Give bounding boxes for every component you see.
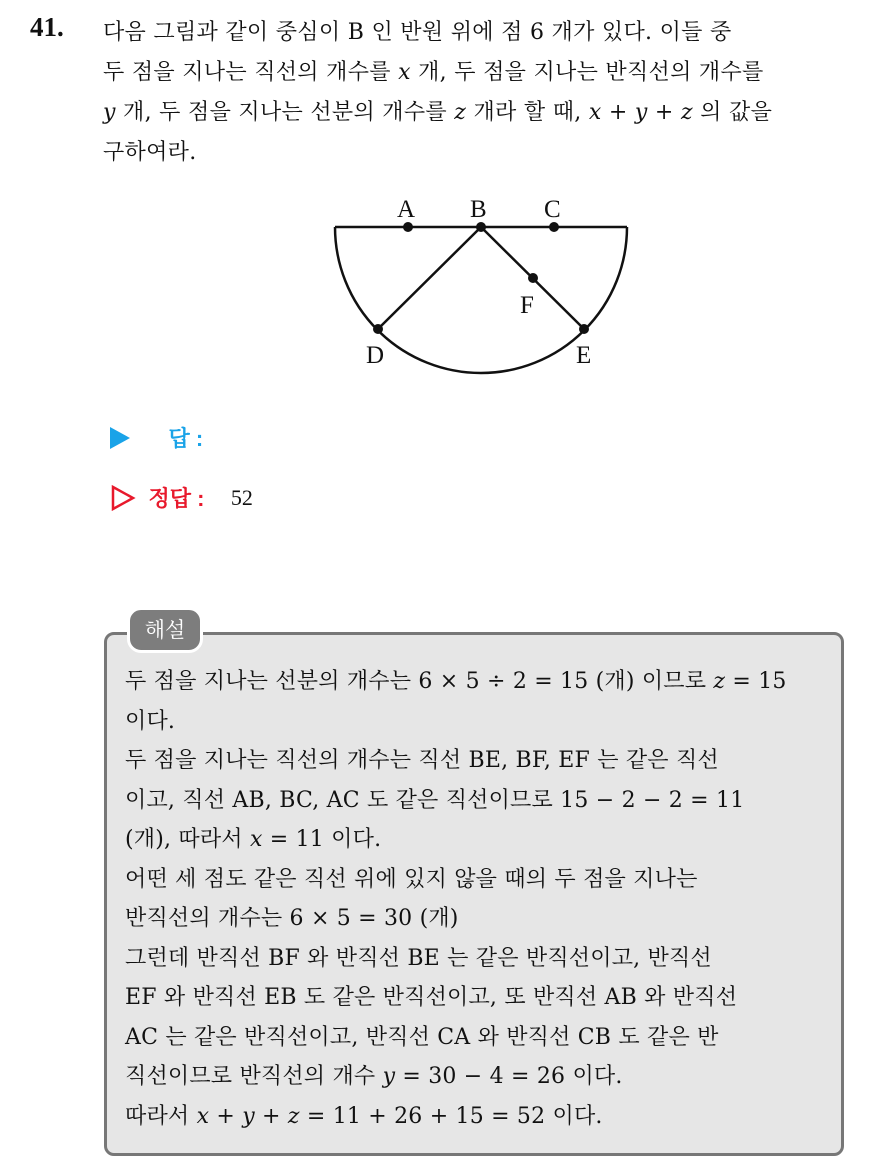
question-text: + <box>601 100 635 125</box>
solution-text: AC 는 같은 반직선이고, 반직선 CA 와 반직선 CB 도 같은 반 <box>125 1024 719 1050</box>
point-C <box>549 222 559 232</box>
solution-line <box>125 978 825 1018</box>
solution-text: 이고, 직선 AB, BC, AC 도 같은 직선이므로 15 − 2 − 2 = 11 <box>125 787 745 813</box>
question-number: 41. <box>30 12 64 42</box>
solution-text: 반직선의 개수는 6 × 5 = 30 (개) <box>125 906 459 931</box>
question-variable: x <box>588 100 602 125</box>
solution-text: = 15 <box>725 669 787 694</box>
question-text: 개, 두 점을 지나는 반직선의 개수를 <box>410 60 764 85</box>
solution-variable: y <box>382 1064 396 1089</box>
point-E <box>579 324 589 334</box>
answer-row <box>110 422 203 453</box>
point-D <box>373 324 383 334</box>
solution-variable: x <box>249 827 263 852</box>
question-variable: z <box>454 100 467 125</box>
solution-text: + <box>209 1103 243 1129</box>
point-B <box>476 222 486 232</box>
label-C: C <box>544 196 561 223</box>
answer-label: 답 : <box>168 426 204 451</box>
solution-variable: x <box>196 1103 210 1129</box>
solution-variable: z <box>287 1103 300 1129</box>
correct-answer-value: 52 <box>230 484 253 510</box>
solution-line <box>125 1097 825 1137</box>
solution-text <box>125 662 825 1136</box>
question-line <box>103 133 863 173</box>
correct-answer-label: 정답 : <box>148 486 205 511</box>
solution-text: = 11 이다. <box>262 827 382 852</box>
segment-BD <box>378 227 481 329</box>
solution-line <box>125 741 825 781</box>
solution-line <box>125 781 825 821</box>
solution-line <box>125 662 825 702</box>
solution-text: EF 와 반직선 EB 도 같은 반직선이고, 또 반직선 AB 와 반직선 <box>125 985 738 1010</box>
solution-variable: z <box>713 669 726 694</box>
question-text <box>103 13 863 173</box>
play-triangle-icon <box>110 427 130 449</box>
solution-line <box>125 860 825 900</box>
solution-text: 두 점을 지나는 직선의 개수는 직선 BE, BF, EF 는 같은 직선 <box>125 748 719 773</box>
outline-triangle-icon <box>110 485 136 511</box>
question-variable: y <box>103 100 116 125</box>
question-line <box>103 13 863 53</box>
question-line <box>103 53 863 93</box>
solution-line <box>125 1018 825 1058</box>
solution-text: + <box>254 1103 288 1129</box>
question-variable: x <box>398 60 411 85</box>
question-line <box>103 93 863 133</box>
semicircle-figure <box>300 185 660 385</box>
solution-line <box>125 702 825 742</box>
solution-line <box>125 820 825 860</box>
label-A: A <box>397 196 416 223</box>
solution-text: 이다. <box>125 708 176 734</box>
question-text: 두 점을 지나는 직선의 개수를 <box>103 60 399 85</box>
question-variable: z <box>680 100 693 125</box>
label-E: E <box>576 342 592 369</box>
solution-text: 그런데 반직선 BF 와 반직선 BE 는 같은 반직선이고, 반직선 <box>125 945 712 971</box>
question-text: 구하여라. <box>103 140 197 165</box>
solution-text: (개), 따라서 <box>125 827 250 852</box>
label-D: D <box>366 342 385 369</box>
solution-line <box>125 1057 825 1097</box>
point-F <box>528 273 538 283</box>
solution-variable: y <box>242 1103 255 1129</box>
solution-tab: 해설 <box>127 607 203 653</box>
solution-text: = 11 + 26 + 15 = 52 이다. <box>299 1103 603 1129</box>
correct-answer-row <box>110 482 253 513</box>
point-A <box>403 222 413 232</box>
question-text: 개라 할 때, <box>466 100 589 125</box>
solution-text: 어떤 세 점도 같은 직선 위에 있지 않을 때의 두 점을 지나는 <box>125 866 698 892</box>
question-variable: y <box>634 100 648 125</box>
question-text: 다음 그림과 같이 중심이 B 인 반원 위에 점 6 개가 있다. 이들 중 <box>103 20 732 45</box>
question-text: + <box>647 100 681 125</box>
solution-text: 직선이므로 반직선의 개수 <box>125 1064 383 1089</box>
solution-line <box>125 899 825 939</box>
solution-text: 두 점을 지나는 선분의 개수는 6 × 5 ÷ 2 = 15 (개) 이므로 <box>125 669 714 694</box>
solution-text: 따라서 <box>125 1103 197 1129</box>
question-text: 의 값을 <box>692 100 773 125</box>
solution-line <box>125 939 825 979</box>
solution-text: = 30 − 4 = 26 이다. <box>395 1064 623 1089</box>
label-F: F <box>520 292 534 319</box>
question-text: 개, 두 점을 지나는 선분의 개수를 <box>115 100 455 125</box>
label-B: B <box>470 196 487 223</box>
